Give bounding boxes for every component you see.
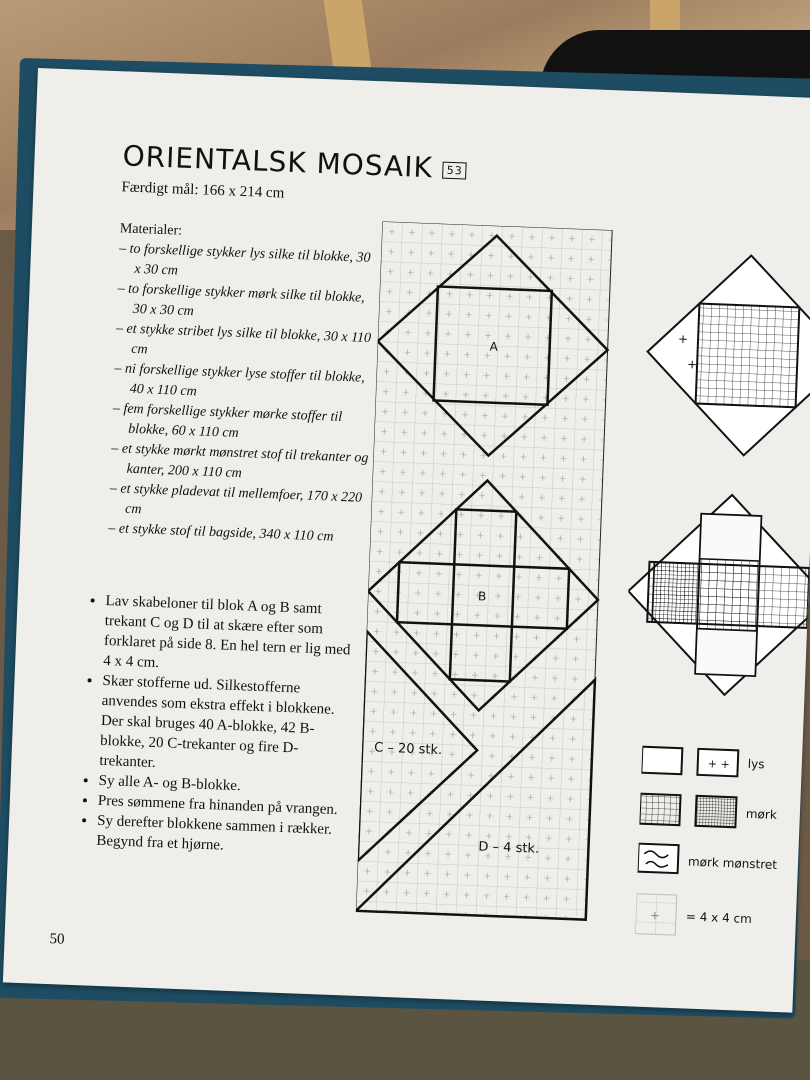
- list-item: – et stykke stof til bagside, 340 x 110 cm: [108, 519, 369, 549]
- legend-dark-patterned: [638, 844, 778, 877]
- list-item: • Sy alle A- og B-blokke.: [98, 771, 351, 801]
- list-item: – et stykke pladevat til mellemfoer, 170 x 220 cm: [109, 479, 370, 529]
- legend-grid-unit: [635, 894, 752, 938]
- triangle-c-label: C – 20 stk.: [373, 740, 443, 759]
- list-item: – to forskellige stykker lys silke til blokke, 30 x 30 cm: [118, 239, 379, 289]
- list-item: • Pres sømmene fra hinanden på vrangen.: [98, 791, 351, 821]
- list-item: – et stykke mørkt mønstret stof til trekanter og kanter, 200 x 110 cm: [110, 439, 371, 489]
- page-title: [122, 139, 467, 185]
- title-text: ORIENTALSK MOSAIK: [122, 139, 434, 185]
- block-a-label: A: [489, 339, 499, 354]
- triangle-d-label: D – 4 stk.: [478, 839, 540, 857]
- legend-dark-patterned-label: mørk mønstret: [687, 854, 778, 872]
- list-item: • Lav skabeloner til blok A og B samt trekant C og D til at skære efter som forklaret på side 8. En hel tern er lig med 4 x 4 cm.: [103, 591, 358, 681]
- list-item: • Skær stofferne ud. Silkestofferne anvendes som ekstra effekt i blokkene. Der skal bruges 40 A-blokke, 42 B-blokke, 20 C-trekanter og fire D-trekanter.: [99, 671, 355, 781]
- legend-dark: [639, 794, 777, 829]
- block-b-colored: [625, 491, 810, 699]
- svg-text:+: +: [686, 357, 698, 372]
- list-item: – fem forskellige stykker mørke stoffer til blokke, 60 x 110 cm: [112, 399, 373, 449]
- materials-list: [108, 219, 380, 549]
- instruction-steps: [78, 590, 358, 860]
- list-item: • Sy derefter blokkene sammen i rækker. Begynd fra et hjørne.: [96, 811, 349, 861]
- book-page: [3, 68, 810, 1013]
- svg-text:+: +: [677, 331, 689, 347]
- legend-grid-unit-label: = 4 x 4 cm: [685, 909, 753, 927]
- list-item: – et stykke stribet lys silke til blokke, 30 x 110 cm: [115, 319, 376, 369]
- svg-text:+: +: [649, 908, 661, 923]
- list-item: – ni forskellige stykker lyse stoffer til blokke, 40 x 110 cm: [113, 359, 374, 409]
- legend: [635, 742, 803, 948]
- finished-size: Færdigt mål: 166 x 214 cm: [121, 179, 285, 202]
- block-b-label: B: [477, 589, 487, 604]
- svg-text:+ +: + +: [707, 757, 730, 772]
- page-number: 50: [49, 931, 65, 948]
- block-a-colored: [644, 252, 810, 460]
- legend-light: [641, 747, 765, 778]
- legend-light-label: lys: [747, 756, 765, 772]
- pattern-diagram: [355, 221, 622, 930]
- title-badge: 53: [442, 161, 467, 179]
- materials-heading: Materialer:: [119, 221, 183, 239]
- legend-dark-label: mørk: [745, 806, 778, 822]
- list-item: – to forskellige stykker mørk silke til blokke, 30 x 30 cm: [116, 279, 377, 329]
- block-illustrations: [623, 241, 810, 728]
